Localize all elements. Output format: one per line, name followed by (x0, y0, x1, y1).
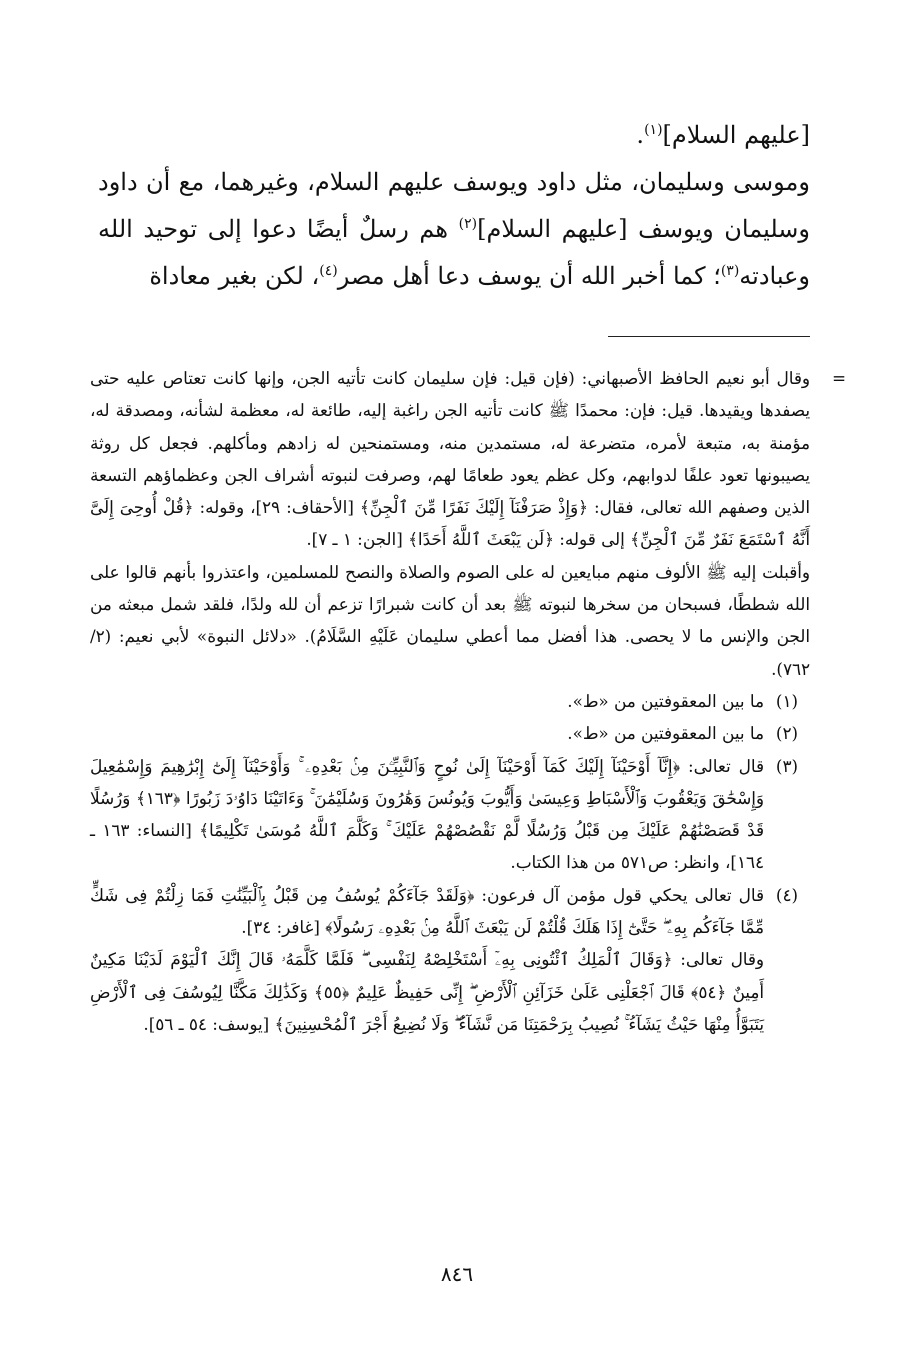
para-segment: هم رسلٌ أيضًا دعوا إلى توحيد (143, 215, 459, 243)
footnote-number: (١) (775, 690, 799, 711)
footnote-ref-2: (٢) (458, 216, 478, 232)
bracket-text: [عليهم السلام] (662, 121, 810, 149)
footnote-ref-3: (٣) (720, 263, 740, 279)
footnote-text: قال تعالى: ﴿إِنَّآ أَوْحَيْنَآ إِلَيْكَ كَمَآ أَوْحَيْنَآ إِلَىٰ نُوحٍ وَٱلنَّبِيِّـۧنَ مِنۢ بَعْدِهِۦ ۚ وَأَوْحَيْنَآ إِلَىٰٓ إِبْرَٰهِيمَ وَإِسْمَٰعِيلَ وَإِسْحَٰقَ وَيَعْقُوبَ وَٱلْأَسْبَاطِ وَعِيسَىٰ وَأَيُّوبَ وَيُونُسَ وَهَٰرُونَ وَسُلَيْمَٰنَ ۚ وَءَاتَيْنَا دَاوُۥدَ زَبُورًا ﴿١٦٣﴾ وَرُسُلًا قَدْ قَصَصْنَٰهُمْ عَلَيْكَ مِن قَبْلُ وَرُسُلًا لَّمْ نَقْصُصْهُمْ عَلَيْكَ ۚ وَكَلَّمَ ٱللَّهُ مُوسَىٰ تَكْلِيمًا﴾ [النساء: ١٦٣ ـ ١٦٤]، وانظر: ص٥٧١ من هذا الكتاب. (90, 755, 764, 873)
para-segment: ، لكن بغير معاداة (149, 262, 320, 290)
main-line-1 (98, 112, 810, 159)
footnote-4-continuation: وقال تعالى: ﴿وَقَالَ ٱلْمَلِكُ ٱئْتُونِى بِهِۦٓ أَسْتَخْلِصْهُ لِنَفْسِى ۖ فَلَمَّا كَلَّمَهُۥ قَالَ إِنَّكَ ٱلْيَوْمَ لَدَيْنَا مَكِينٌ أَمِينٌ ﴿٥٤﴾ قَالَ ٱجْعَلْنِى عَلَىٰ خَزَآئِنِ ٱلْأَرْضِ ۖ إِنِّى حَفِيظٌ عَلِيمٌ ﴿٥٥﴾ وَكَذَٰلِكَ مَكَّنَّا لِيُوسُفَ فِى ٱلْأَرْضِ يَتَبَوَّأُ مِنْهَا حَيْثُ يَشَآءُ ۚ نُصِيبُ بِرَحْمَتِنَا مَن نَّشَآءُ ۖ وَلَا نُضِيعُ أَجْرَ ٱلْمُحْسِنِينَ﴾ [يوسف: ٥٤ ـ ٥٦]. (90, 949, 764, 1034)
footnote-text: ما بين المعقوفتين من «ط». (567, 723, 764, 744)
para-segment: الله وعبادته (98, 215, 810, 290)
para-segment: وموسى وسليمان، مثل داود ويوسف عليهم السلام، وغيرهما، مع أن (145, 168, 810, 196)
footnote-continuation (90, 362, 846, 685)
continuation-paragraph: وقال أبو نعيم الحافظ الأصبهاني: (فإن قيل: فإن سليمان كانت تأتيه الجن، وإنها كانت تعتاص عليه حتى يصفدها ويقيدها. قيل: فإن: محمدًا ﷺ كانت تأتيه الجن راغبة إليه، طائعة له، معظمة لشأنه، ومصدقة له، مؤمنة به، متبعة لأمره، متضرعة له، مستمدين منه، ومستمنحين له زادهم ومأكلهم. فجعل كل روثة يصيبونها تعود علفًا لدوابهم، وكل عظم يعود طعامًا لهم، وصرفت لنبوته أشراف الجن وعظماؤهم التسعة الذين وصفهم الله تعالى، فقال: ﴿وَإِذْ صَرَفْنَآ إِلَيْكَ نَفَرًا مِّنَ ٱلْجِنِّ﴾ [الأحقاف: ٢٩]، وقوله: ﴿قُلْ أُوحِىَ إِلَىَّ أَنَّهُ ٱسْتَمَعَ نَفَرٌ مِّنَ ٱلْجِنِّ﴾ إلى قوله: ﴿لَن يَبْعَثَ ٱللَّهُ أَحَدًا﴾ [الجن: ١ ـ ٧]. (90, 368, 810, 550)
footnote-text: ما بين المعقوفتين من «ط». (567, 690, 764, 711)
footnote-4-text: قال تعالى يحكي قول مؤمن آل فرعون: ﴿وَلَقَدْ جَآءَكُمْ يُوسُفُ مِن قَبْلُ بِٱلْبَيِّنَٰتِ فَمَا زِلْتُمْ فِى شَكٍّ مِّمَّا جَآءَكُم بِهِۦ ۖ حَتَّىٰٓ إِذَا هَلَكَ قُلْتُمْ لَن يَبْعَثَ ٱللَّهُ مِنۢ بَعْدِهِۦ رَسُولًا﴾ [غافر: ٣٤]. (90, 884, 764, 938)
footnotes (90, 362, 846, 1040)
period: . (636, 121, 645, 149)
footnote-3 (90, 750, 810, 879)
footnote-number: (٤) (775, 884, 799, 905)
footnote-text (90, 879, 764, 1040)
footnote-ref-4: (٤) (319, 263, 338, 279)
para-segment: ؛ كما أخبر الله أن يوسف دعا أهل مصر (337, 262, 721, 290)
footnote-separator (608, 336, 810, 337)
main-paragraph (98, 159, 810, 300)
footnote-number: (٢) (775, 723, 799, 744)
footnote-ref-1: (١) (644, 122, 663, 138)
footnote-4 (90, 879, 810, 1040)
continuation-paragraph: وأقبلت إليه ﷺ الألوف منهم مبايعين له على الصوم والصلاة والنصح للمسلمين، واعتذروا بأنهم قالوا على الله شططًا، فسبحان من سخرها لنبوته ﷺ بعد أن كانت شبرارًا تزعم أن لله ولدًا، فلقد شمل مبعثه من الجن والإنس ما لا يحصى. هذا أفضل مما أعطي سليمان عَلَيْهِ السَّلَامُ). «دلائل النبوة» لأبي نعيم: (٢/ ٧٦٢). (90, 561, 810, 679)
footnote-number: (٣) (775, 755, 799, 776)
footnote-1 (90, 685, 810, 717)
page-number: ٨٤٦ (440, 1262, 474, 1286)
continuation-mark: = (831, 368, 846, 388)
footnote-2 (90, 717, 810, 749)
main-text (98, 112, 810, 300)
para-segment: داود وسليمان ويوسف [عليهم السلام] (98, 168, 811, 243)
